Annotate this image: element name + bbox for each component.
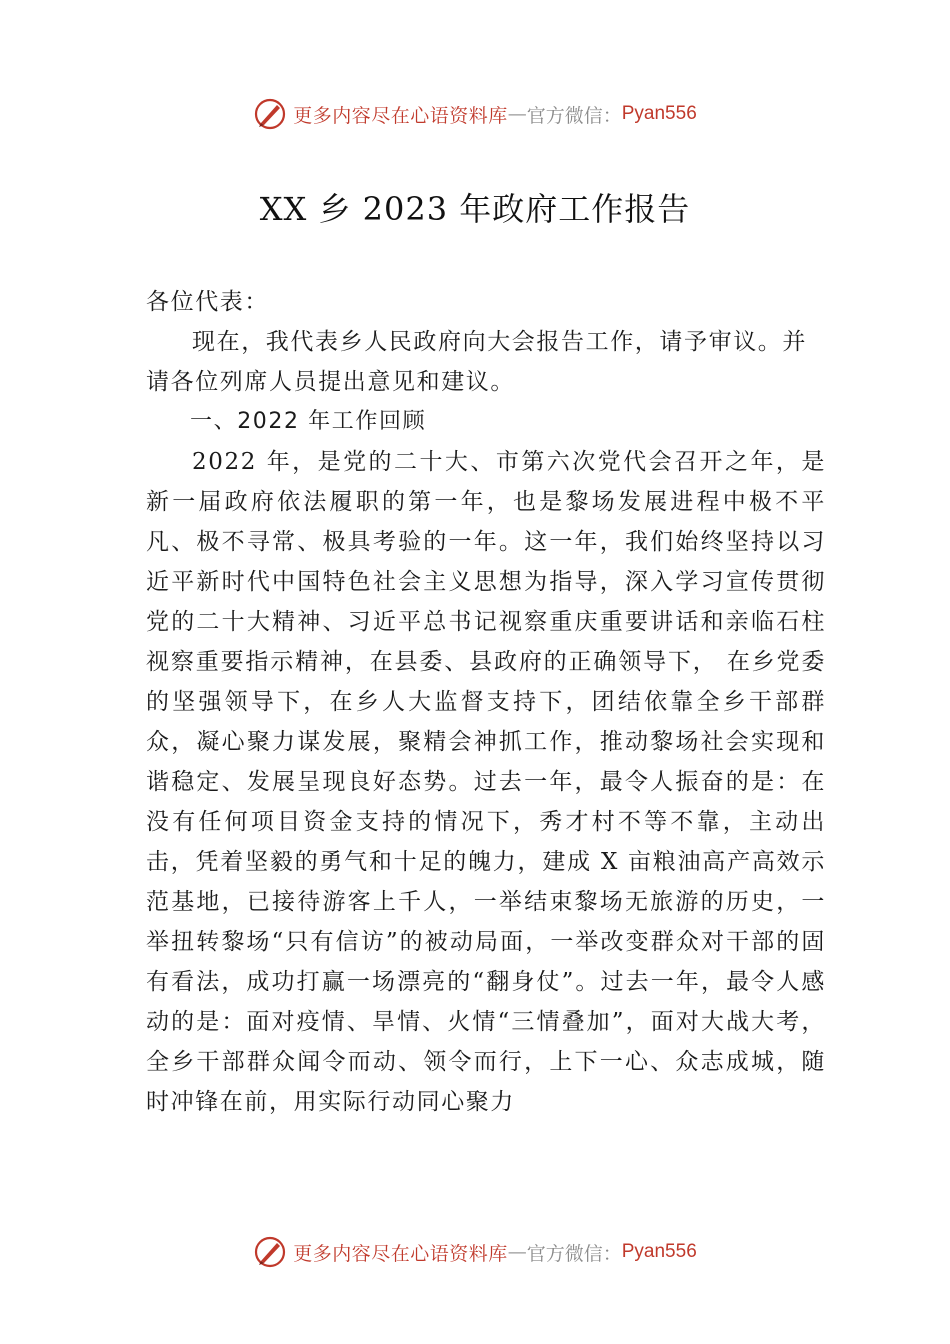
body-paragraph: 2022 年，是党的二十大、市第六次党代会召开之年，是新一届政府依法履职的第一年，也是黎场发展进程中极不平凡、极不寻常、极具考验的一年。这一年，我们始终坚持以习近平新时代中国特色社会主义思想为指导，深入学习宣传贯彻党的二十大精神、习近平总书记视察重庆重要讲话和亲临石柱视察重要指示精神，在县委、县政府的正确领导下， 在乡党委的坚强领导下，在乡人大监督支持下，团结依靠全乡干部群众，凝心聚力谋发展，聚精会神抓工作，推动黎场社会实现和谐稳定、发展呈现良好态势。过去一年，最令人振奋的是：在没有任何项目资金支持的情况下，秀才村不等不靠，主动出击，凭着坚毅的勇气和十足的魄力，建成 X 亩粮油高产高效示范基地，已接待游客上千人，一举结束黎场无旅游的历史，一举扭转黎场“只有信访”的被动局面，一举改变群众对干部的固有看法，成功打赢一场漂亮的“翻身仗”。过去一年，最令人感动的是：面对疫情、旱情、火情“三情叠加”，面对大战大考，全乡干部群众闻令而动、领令而行，上下一心、众志成城，随时冲锋在前，用实际行动同心聚力 — [146, 449, 826, 1115]
pen-logo-icon — [253, 1235, 287, 1269]
salutation: 各位代表： — [146, 289, 269, 315]
watermark-wechat-id: Pyan556 — [621, 1241, 697, 1262]
document-body — [146, 282, 826, 1122]
watermark-separator: — — [507, 103, 527, 125]
pen-logo-icon — [253, 97, 287, 131]
footer-watermark — [0, 1232, 950, 1272]
section-heading: 一、2022 年工作回顾 — [190, 409, 427, 434]
document-title: XX 乡 2023 年政府工作报告 — [259, 190, 691, 228]
watermark-wechat-id: Pyan556 — [621, 103, 697, 124]
watermark-brand: 更多内容尽在心语资料库 — [293, 1242, 508, 1265]
header-watermark — [0, 94, 950, 134]
watermark-brand: 更多内容尽在心语资料库 — [293, 104, 508, 127]
watermark-separator: — — [507, 1241, 527, 1263]
intro-paragraph: 现在，我代表乡人民政府向大会报告工作，请予审议。并请各位列席人员提出意见和建议。 — [146, 329, 807, 395]
watermark-wechat-label: 官方微信： — [526, 1242, 622, 1265]
watermark-wechat-label: 官方微信： — [526, 104, 622, 127]
